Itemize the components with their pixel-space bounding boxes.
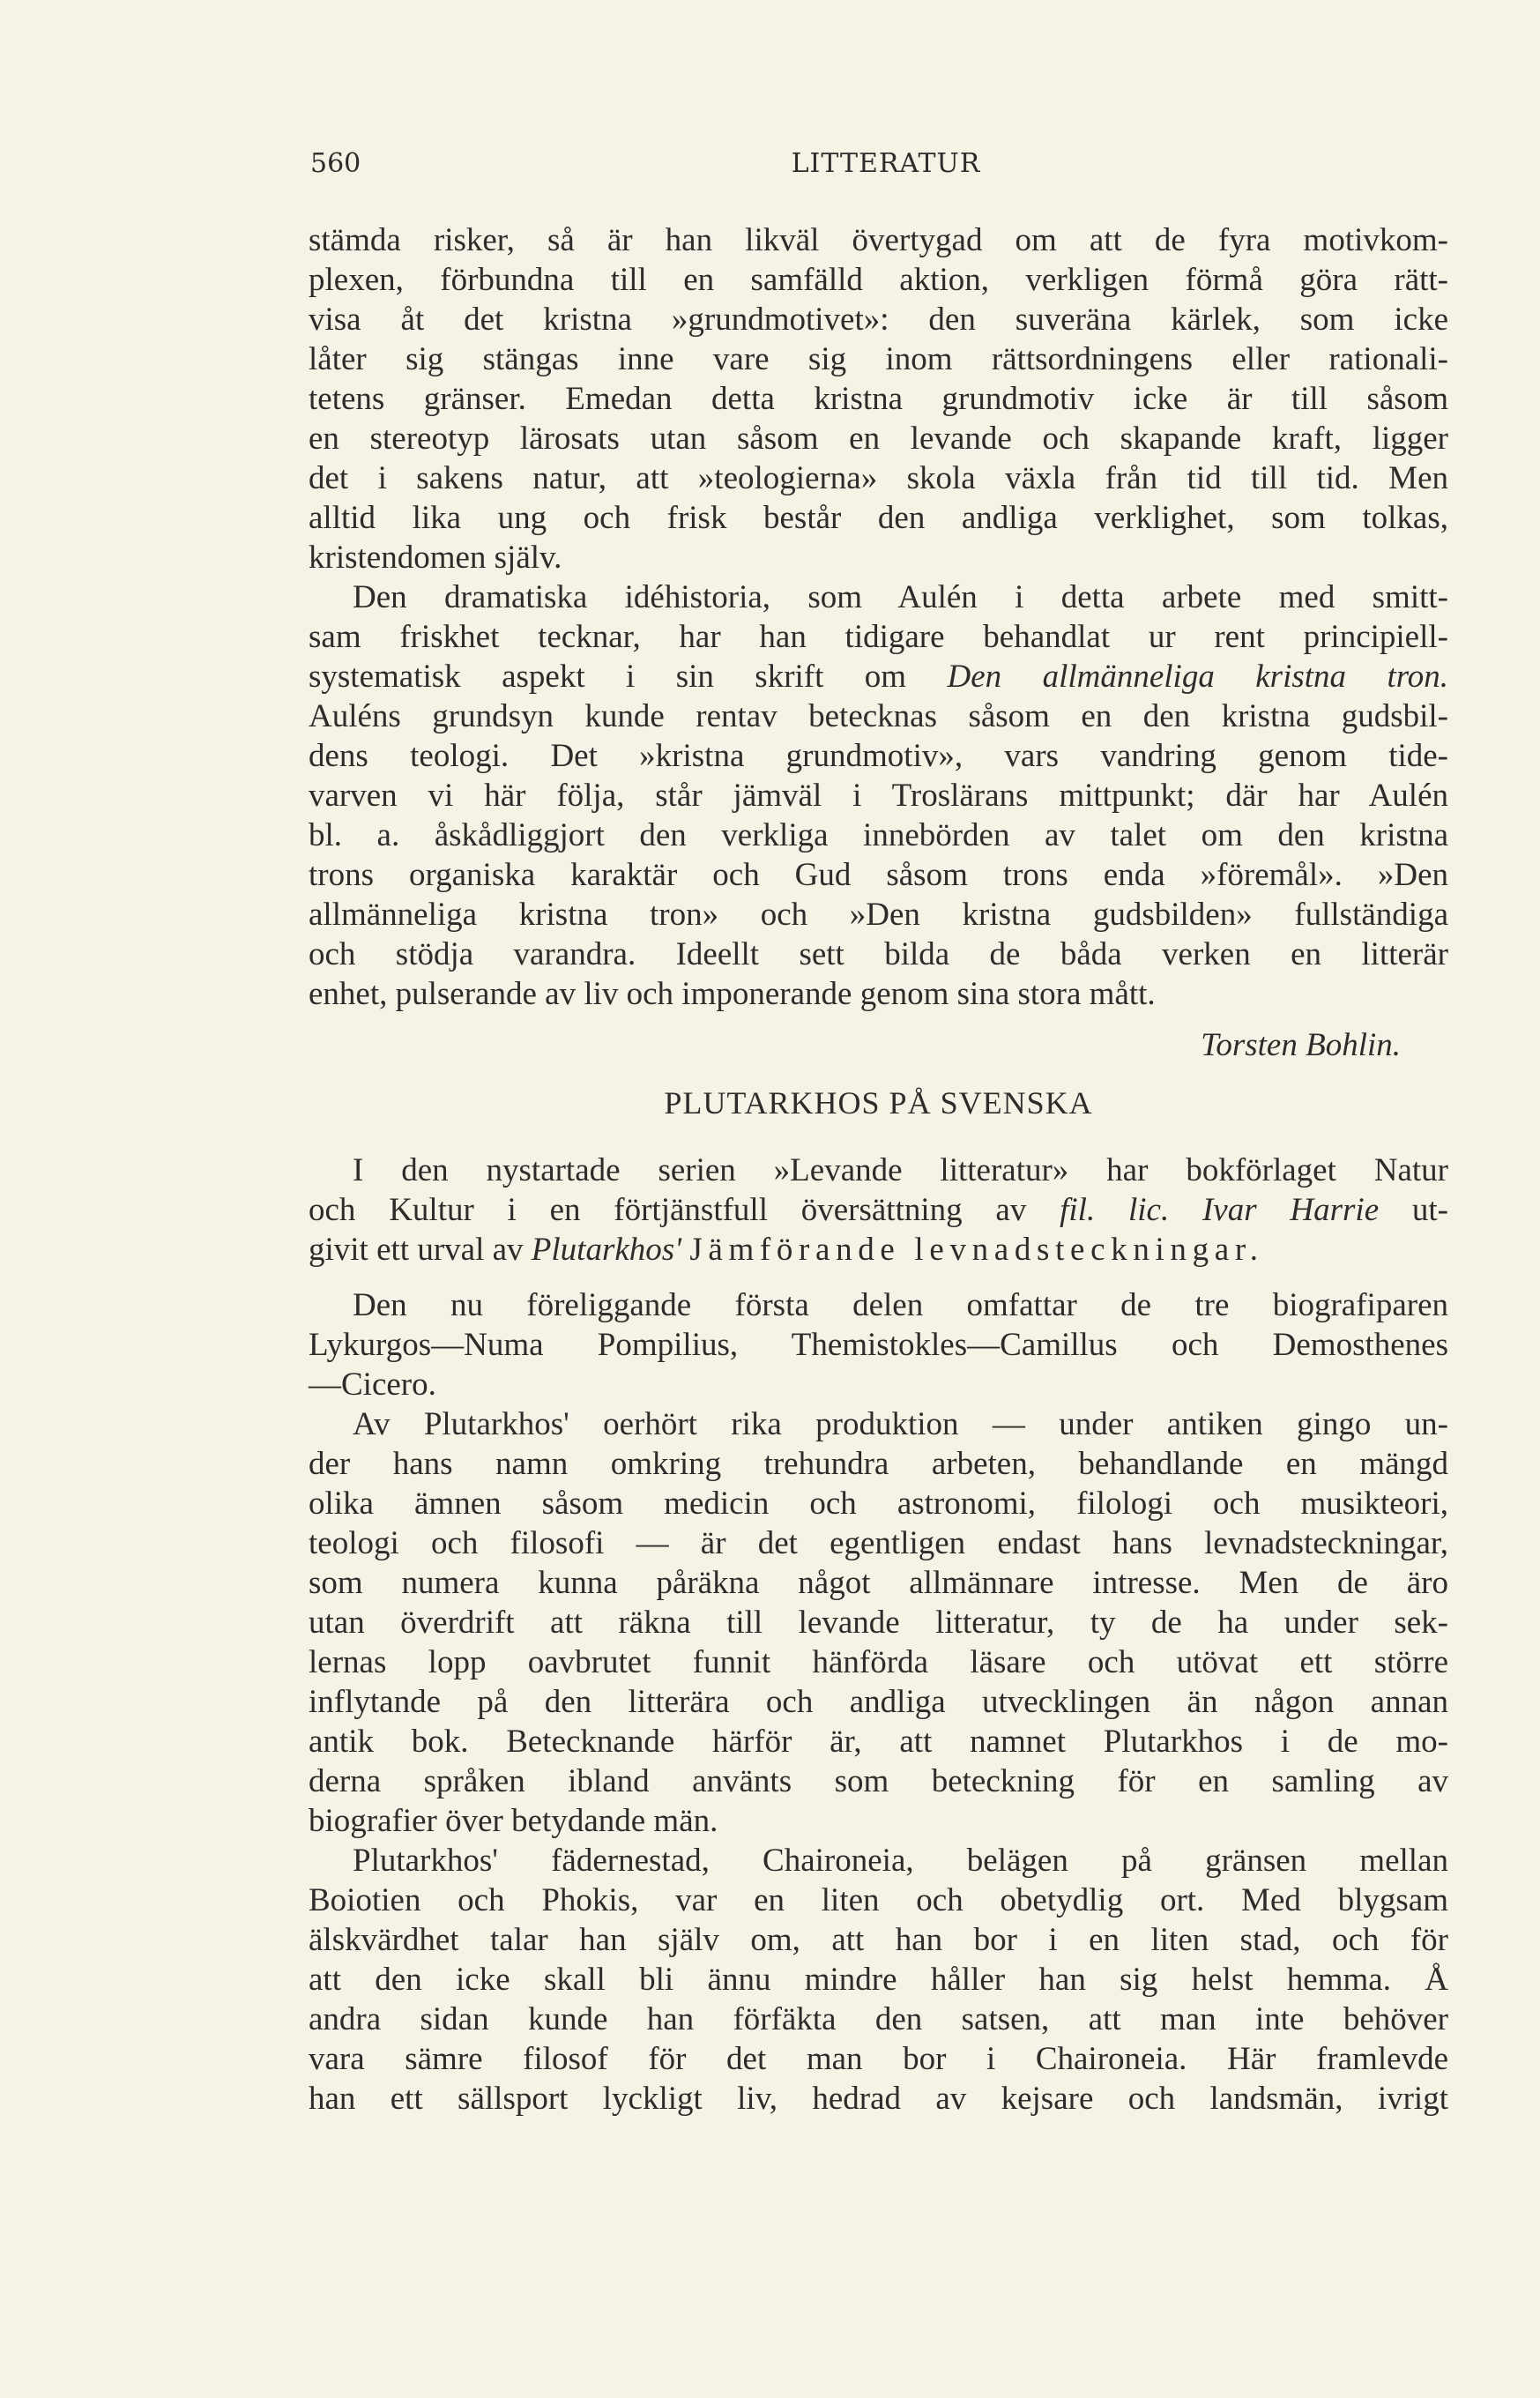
text-segment: han ett sällsport lyckligt liv, hedrad av kejsare och landsmän, ivrigt (309, 2081, 1448, 2117)
text-segment: Den dramatiska idéhistoria, som Aulén i detta arbete med smitt- (353, 579, 1448, 615)
text-segment: utan överdrift att räkna till levande litteratur, ty de ha under sek- (309, 1605, 1448, 1641)
text-line (309, 2039, 1448, 2079)
text-segment: Auléns grundsyn kunde rentav betecknas såsom en den kristna gudsbil- (309, 698, 1448, 734)
text-segment: enhet, pulserande av liv och imponerande genom sina stora mått. (309, 976, 1156, 1012)
text-line (309, 1642, 1448, 1682)
text-line (309, 1880, 1448, 1920)
text-line (309, 974, 1448, 1014)
text-segment: olika ämnen såsom medicin och astronomi, filologi och musikteori, (309, 1486, 1448, 1522)
paragraph (309, 577, 1448, 1014)
text-line (309, 1404, 1448, 1444)
text-line (309, 1523, 1448, 1563)
text-line (309, 935, 1448, 974)
text-line (309, 1960, 1448, 2000)
text-line (309, 419, 1448, 458)
text-line (309, 379, 1448, 419)
review-paragraph-intro (309, 1151, 1448, 1270)
text-line (309, 617, 1448, 657)
text-line (309, 260, 1448, 300)
section-heading: PLUTARKHOS PÅ SVENSKA (664, 1085, 1093, 1121)
text-line (309, 736, 1448, 776)
text-line (309, 1761, 1448, 1801)
text-segment: älskvärdhet talar han själv om, att han bor i en liten stad, och för (309, 1922, 1448, 1958)
text-segment: sam friskhet tecknar, har han tidigare behandlat ur rent principiell- (309, 619, 1448, 655)
paragraph (309, 1404, 1448, 1841)
text-segment: derna språken ibland använts som beteckning för en samling av (309, 1763, 1448, 1799)
text-segment: alltid lika ung och frisk består den andliga verklighet, som tolkas, (309, 500, 1448, 536)
text-segment: teologi och filosofi — är det egentligen endast hans levnadsteckningar, (309, 1525, 1448, 1561)
text-line (309, 1151, 1448, 1190)
text-line (309, 339, 1448, 379)
text-segment: tetens gränser. Emedan detta kristna grundmotiv icke är till såsom (309, 381, 1448, 417)
text-line (309, 1365, 1448, 1404)
text-segment: stämda risker, så är han likväl övertygad om att de fyra motivkom- (309, 222, 1448, 258)
text-segment: visa åt det kristna »grundmotivet»: den suveräna kärlek, som icke (309, 302, 1448, 338)
text-segment: och Kultur i en förtjänstfull översättning av (309, 1192, 1060, 1228)
text-line (309, 1722, 1448, 1761)
spaced-title-text: Jämförande levnadsteckningar. (689, 1232, 1264, 1268)
text-segment: Plutarkhos' fädernestad, Chaironeia, belägen på gränsen mellan (353, 1843, 1448, 1879)
text-segment: låter sig stängas inne vare sig inom rättsordningens eller rationali- (309, 341, 1448, 377)
text-segment: der hans namn omkring trehundra arbeten, behandlande en mängd (309, 1446, 1448, 1482)
text-line (309, 1444, 1448, 1484)
running-title: LITTERATUR (791, 148, 981, 179)
text-segment: dens teologi. Det »kristna grundmotiv», vars vandring genom tide- (309, 738, 1448, 774)
text-segment: Boiotien och Phokis, var en liten och obetydlig ort. Med blygsam (309, 1882, 1448, 1918)
text-segment: varven vi här följa, står jämväl i Troslärans mittpunkt; där har Aulén (309, 778, 1448, 814)
text-line (309, 1801, 1448, 1841)
italic-text: Ivar Harrie (1201, 1192, 1380, 1228)
text-segment: plexen, förbundna till en samfälld aktion, verkligen förmå göra rätt- (309, 262, 1448, 298)
review-paragraph-contents (309, 1285, 1448, 1404)
italic-text: Den allmänneliga kristna tron. (947, 659, 1448, 695)
paragraph (309, 1151, 1448, 1270)
text-segment: allmänneliga kristna tron» och »Den kristna gudsbilden» fullständiga (309, 897, 1448, 933)
text-line (309, 1190, 1448, 1230)
text-line (309, 895, 1448, 935)
text-line (309, 1484, 1448, 1523)
paragraph (309, 1841, 1448, 2119)
text-segment: inflytande på den litterära och andliga utvecklingen än någon annan (309, 1684, 1448, 1720)
text-line (309, 577, 1448, 617)
text-line (309, 1325, 1448, 1365)
text-line (309, 2000, 1448, 2039)
review-body-1 (309, 220, 1448, 1014)
text-line (309, 657, 1448, 696)
page-number: 560 (310, 148, 361, 179)
italic-text: Plutarkhos' (531, 1232, 682, 1268)
text-line (309, 458, 1448, 498)
text-segment: trons organiska karaktär och Gud såsom trons enda »föremål». »Den (309, 857, 1448, 893)
text-segment: och stödja varandra. Ideellt sett bilda de båda verken en litterär (309, 936, 1448, 972)
text-segment: antik bok. Betecknande härför är, att namnet Plutarkhos i de mo- (309, 1724, 1448, 1760)
text-line (309, 1563, 1448, 1603)
text-segment: en stereotyp lärosats utan såsom en levande och skapande kraft, ligger (309, 421, 1448, 457)
text-segment: biografier över betydande män. (309, 1803, 718, 1839)
signature: Torsten Bohlin. (1201, 1027, 1401, 1063)
text-line (309, 855, 1448, 895)
text-segment: givit ett urval av (309, 1232, 532, 1268)
text-line (309, 1841, 1448, 1880)
text-segment: bl. a. åskådliggjort den verkliga innebörden av talet om den kristna (309, 817, 1448, 853)
text-line (309, 538, 1448, 577)
text-segment (1169, 1192, 1202, 1228)
text-segment: andra sidan kunde han förfäkta den satsen, att man inte behöver (309, 2001, 1448, 2037)
text-line (309, 1920, 1448, 1960)
text-segment: som numera kunna påräkna något allmännare intresse. Men de äro (309, 1565, 1448, 1601)
text-segment: det i sakens natur, att »teologierna» skola växla från tid till tid. Men (309, 460, 1448, 496)
paragraph (309, 220, 1448, 577)
text-segment: Av Plutarkhos' oerhört rika produktion — under antiken gingo un- (353, 1406, 1448, 1442)
text-line (309, 1603, 1448, 1642)
text-line (309, 776, 1448, 815)
text-segment: Lykurgos—Numa Pompilius, Themistokles—Camillus och Demosthenes (309, 1327, 1448, 1363)
italic-text: fil. lic. (1060, 1192, 1170, 1228)
text-line (309, 498, 1448, 538)
text-line (309, 2079, 1448, 2119)
text-line (309, 220, 1448, 260)
text-line (309, 815, 1448, 855)
text-segment: lernas lopp oavbrutet funnit hänförda läsare och utövat ett större (309, 1644, 1448, 1680)
text-segment: systematisk aspekt i sin skrift om (309, 659, 948, 695)
text-segment (681, 1232, 689, 1268)
text-segment: att den icke skall bli ännu mindre håller han sig helst hemma. Å (309, 1962, 1448, 1998)
text-line (309, 1230, 1448, 1270)
review-body-2 (309, 1404, 1448, 2119)
text-segment: ut- (1379, 1192, 1448, 1228)
text-line (309, 1682, 1448, 1722)
text-line (309, 300, 1448, 339)
text-segment: —Cicero. (309, 1367, 436, 1403)
text-segment: I den nystartade serien »Levande litteratur» har bokförlaget Natur (353, 1152, 1448, 1188)
text-line (309, 1285, 1448, 1325)
text-segment: Den nu föreliggande första delen omfattar de tre biografiparen (353, 1287, 1448, 1323)
text-segment: kristendomen själv. (309, 540, 562, 576)
text-line (309, 696, 1448, 736)
text-segment: vara sämre filosof för det man bor i Chaironeia. Här framlevde (309, 2041, 1448, 2077)
paragraph (309, 1285, 1448, 1404)
